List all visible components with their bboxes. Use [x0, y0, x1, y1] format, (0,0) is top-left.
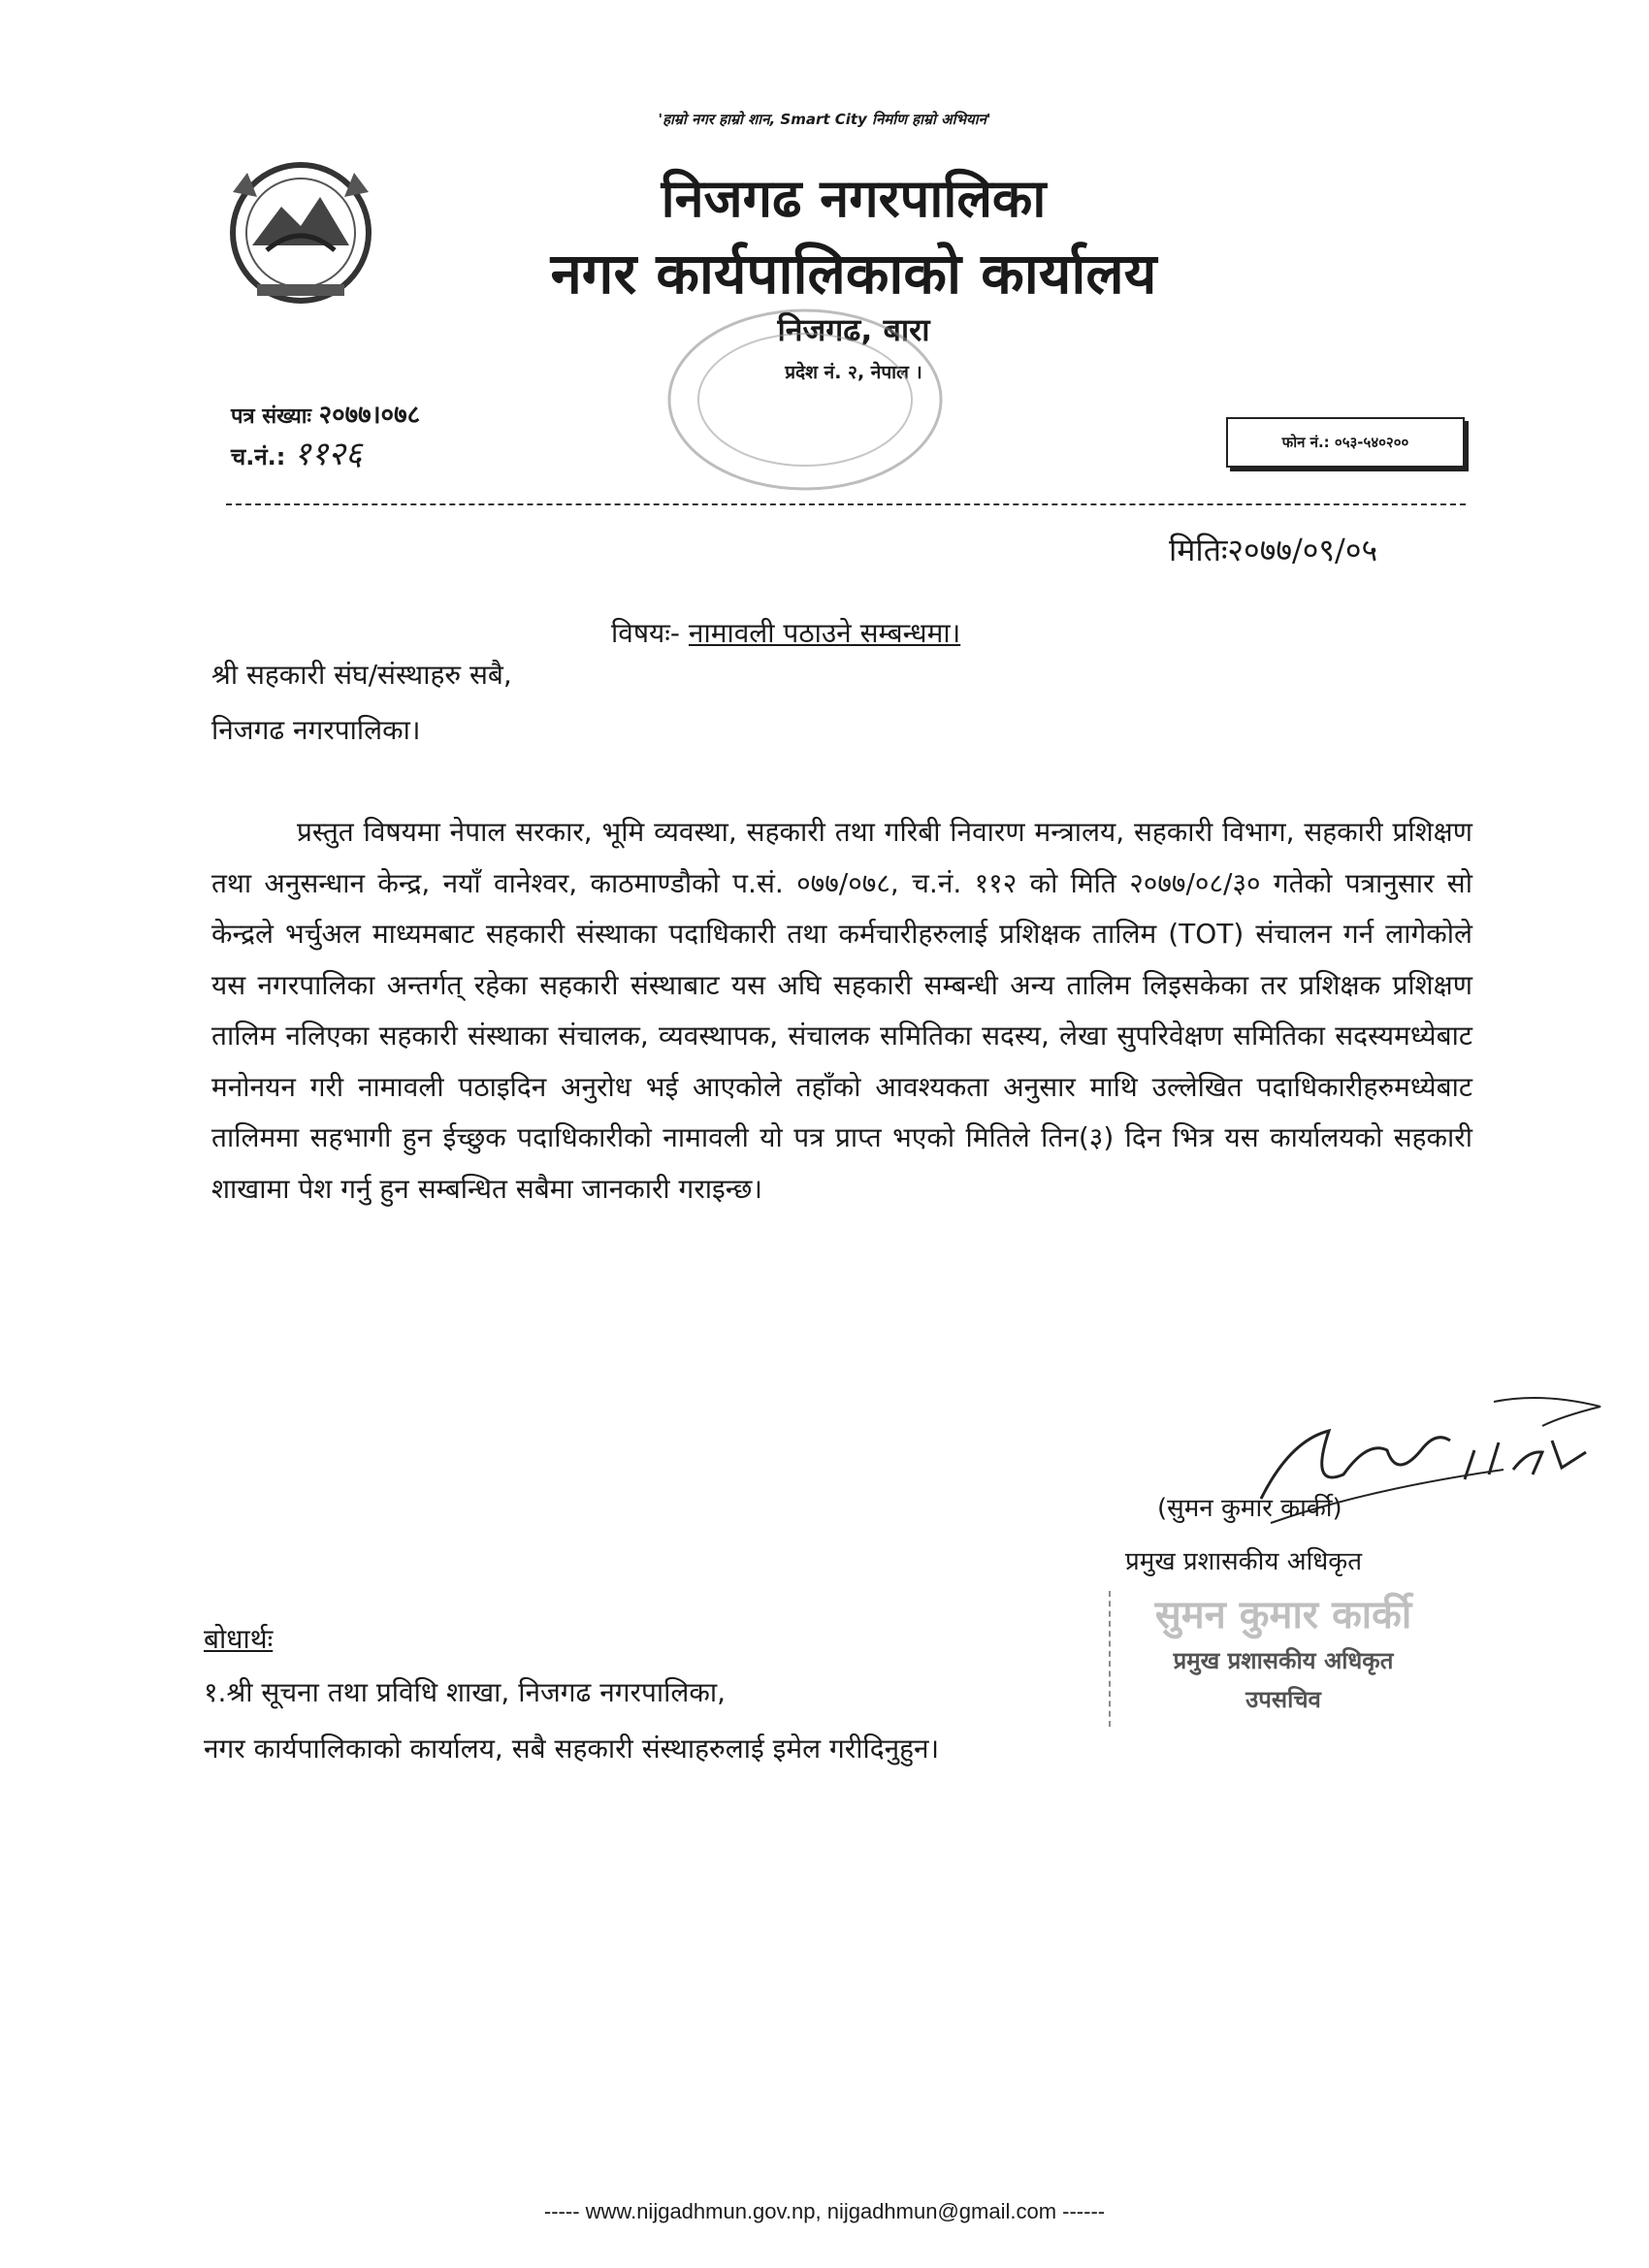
cc-line2: नगर कार्यपालिकाको कार्यालय, सबै सहकारी संस्थाहरुलाई इमेल गरीदिनुहुन।: [204, 1733, 940, 1765]
header-divider: [226, 503, 1466, 505]
dispatch-value: ११२६: [293, 435, 363, 473]
reference-value: २०७७।०७८: [318, 401, 421, 430]
stamp-designation: प्रमुख प्रशासकीय अधिकृत: [1173, 1647, 1394, 1674]
addressee-line1: श्री सहकारी संघ/संस्थाहरु सबै,: [211, 659, 512, 691]
handwritten-signature: [1251, 1382, 1620, 1557]
office-name: नगर कार्यपालिकाको कार्यालय: [550, 241, 1157, 307]
office-location: निजगढ, बारा: [777, 311, 930, 348]
footer-contact: ----- www.nijgadhmun.gov.np, nijgadhmun@gmail.com ------: [543, 2199, 1106, 2223]
stamp-name: सुमन कुमार कार्की: [1154, 1593, 1412, 1637]
dispatch-number: [231, 430, 363, 474]
stamp-rank: उपसचिव: [1245, 1686, 1321, 1713]
letter-body: प्रस्तुत विषयमा नेपाल सरकार, भूमि व्यवस्था, सहकारी तथा गरिबी निवारण मन्त्रालय, सहकारी विभाग, सहकारी प्रशिक्षण तथा अनुसन्धान केन्द्र, नयाँ वानेश्वर, काठमाण्डौको प.सं. ०७७/०७८, च.नं. ११२ को मिति २०७७/०८/३० गतेको पत्रानुसार सो केन्द्रले भर्चुअल माध्यमबाट सहकारी संस्थाका पदाधिकारी तथा कर्मचारीहरुलाई प्रशिक्षक तालिम (TOT) संचालन गर्न लागेकोले यस नगरपालिका अन्तर्गत् रहेका सहकारी संस्थाबाट यस अघि सहकारी सम्बन्धी अन्य तालिम लिइसकेका तर प्रशिक्षक प्रशिक्षण तालिम नलिएका सहकारी संस्थाका संचालक, व्यवस्थापक, संचालक समितिका सदस्य, लेखा सुपरिवेक्षण समितिका सदस्यमध्येबाट मनोनयन गरी नामावली पठाइदिन अनुरोध भई आएकोले तहाँको आवश्यकता अनुसार माथि उल्लेखित पदाधिकारीहरुमध्येबाट तालिममा सहभागी हुन ईच्छुक पदाधिकारीको नामावली यो पत्र प्राप्त भएको मितिले तिन(३) दिन भित्र यस कार्यालयको सहकारी शाखामा पेश गर्नु हुन सम्बन्धित सबैमा जानकारी गराइन्छ।: [211, 816, 1472, 1205]
cc-line1: १.श्री सूचना तथा प्रविधि शाखा, निजगढ नगरपालिका,: [204, 1676, 727, 1708]
signatory-designation: प्रमुख प्रशासकीय अधिकृत: [1125, 1547, 1363, 1576]
dispatch-label: च.नं.:: [231, 443, 286, 470]
office-seal-stamp: [660, 301, 951, 500]
signatory-stamp: [1109, 1586, 1458, 1736]
subject-label: विषयः-: [611, 617, 681, 649]
office-province: प्रदेश नं. २, नेपाल ।: [785, 362, 922, 383]
subject-line: [611, 614, 960, 651]
letter-date: मितिः२०७७/०९/०५: [1169, 532, 1378, 568]
cc-label: बोधार्थः: [204, 1623, 274, 1655]
addressee-line2: निजगढ नगरपालिका।: [211, 714, 421, 746]
reference-label: पत्र संख्याः: [231, 405, 311, 429]
slogan: 'हाम्रो नगर हाम्रो शान, Smart City निर्माण हाम्रो अभियान': [658, 111, 991, 128]
phone-box: फोन नं.: ०५३-५४०२००: [1226, 417, 1465, 468]
reference-number: [231, 396, 420, 431]
signatory-name: (सुमन कुमार कार्की): [1157, 1494, 1342, 1523]
subject-text: नामावली पठाउने सम्बन्धमा।: [688, 617, 961, 649]
org-name: निजगढ नगरपालिका: [661, 168, 1047, 229]
